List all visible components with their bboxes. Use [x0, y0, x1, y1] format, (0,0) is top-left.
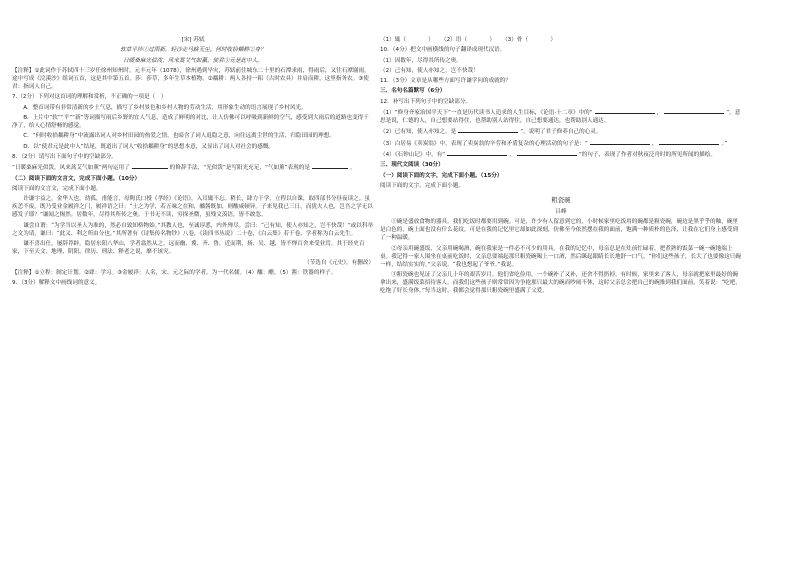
- poem-author: [宋] 苏轼: [181, 37, 205, 43]
- option-b: B．上片中“软”“平”“新”等词描写雨后乡野的宜人气息，造成了鲜明的对比，让人仿佛可以呼吸到新鲜的空气，感受到大雨后的道路也变得干净了，给人心情舒畅的感觉。: [12, 115, 369, 130]
- q10-item-2: （2）己有知，使人亦知之，岂不快哉！: [380, 67, 479, 74]
- answer-blank[interactable]: [132, 163, 168, 169]
- q9-item-2: （2）语（ ）: [441, 37, 495, 43]
- poem-line: 日暖桑麻光似泼，风来蒿艾气如薰。使君③元是此中人。: [123, 57, 263, 64]
- q12-text: ”，说明了君子修养自己的心灵。: [520, 129, 602, 136]
- classical-paragraph: 许谦字益之，金华人也。幼孤，甫能言，母陶氏口授《孝经》《论语》，入耳辄不忘。稍长，肆力于学，立程以自课，取四部书分昼夜读之。虽疾恙不废。既乃受业金履祥之门，履祥语之曰：“士之为学，若五味之在和，醯酱既加，则酸咸顿异。子来见我已三日，而犹夫人也，岂吾之学无以感发子耶？”谦闻之惕然。居数年，尽得其所传之奥。于书无不读，穷探圣微，虽残文羡语，皆不敢忽。: [12, 196, 373, 219]
- answer-blank[interactable]: [517, 150, 577, 156]
- answer-blank[interactable]: [664, 108, 724, 114]
- classical-paragraph: 谦尝自谓：“为学当以圣人为准的，然必自致知格物始。”其教人也，至诚谆悉，内外殚尽。尝曰：“己有知，使人亦知之，岂不快哉！”或以科举之文为请，谦曰：“此义、利之所由分也。”其所著有《诗集传名物钞》八卷，《读四书丛说》二十卷，《白云集》若干卷，学者称为白云先生。: [12, 222, 374, 237]
- section-sentences-heading: 三、名句名篇默写（6分）: [380, 88, 446, 95]
- q12-text: （2）已有知，使人亦知之。是: [380, 129, 457, 136]
- answer-blank[interactable]: [447, 150, 507, 156]
- essay-author: 吕峰: [555, 208, 567, 215]
- question-8-text-b: 的修辞手法，“光似泼”是写阳光充足，“气如薰”表现的是: [169, 165, 310, 172]
- q10-item-1: （1）因数年，尽得其所传之奥。: [380, 57, 462, 64]
- q12-text: （1）“修身齐家治国平天下”一直是历代读书人追求的人生目标，《论语·十二章》中的“: [380, 110, 593, 117]
- option-d: D．以“使君元是此中人”结尾，既道出了词人“收拾耦耕身”的思想本意，又显出了词人对社会的感慨。: [23, 143, 275, 150]
- q12-item-3: [380, 139, 742, 148]
- poem-notes: 【注释】①此词作于苏轼四十三岁任徐州知州时。元丰元年（1078），徐州遇到旱灾，苏轼前往城东二十里的石潭求雨，得雨后，又往石潭谢雨，途中写成《浣溪沙》组词五首，这是其中第五首。莎：莎草，多年生草本植物。②耦耕：两人各持一耜（古时农具）并肩而耕，这里指务农。③使君：指词人自己。: [12, 67, 370, 91]
- option-a: A．整首词带有非常清新的乡土气息，描写了乡村景色和乡村人物的劳动生活，用形象生动的语言展现了乡村风光。: [23, 104, 307, 111]
- left-column: [12, 36, 374, 510]
- question-11: 11．（3分）文章是从哪些方面写许谦学问的成就的？: [380, 78, 511, 85]
- q12-text: ”，意思是说，仁德的人，自己想要站得住，也帮助别人站得住，自己想要通达，也帮助别人通达。: [380, 110, 741, 125]
- question-8-text-a: “日暖桑麻光似泼，风来蒿艾气如薰”两句运用了: [12, 165, 130, 172]
- question-12: 12．补写出下列句子中的空缺部分。: [380, 98, 472, 105]
- option-c: C．“何时收拾耦耕身”中流露出词人对乡村田园的热爱之情，也暗含了词人退隐之意，向往远离尘世的生活，归隐田园的理想。: [23, 133, 335, 140]
- poem-line: 软草平莎①过雨新，轻沙走马路无尘。何时收拾耦耕②身？: [120, 47, 266, 54]
- answer-blank[interactable]: [595, 108, 655, 114]
- answer-blank[interactable]: [458, 127, 518, 133]
- question-9: 9．（3分）解释文中画线词的意义。: [12, 280, 101, 287]
- question-10: 10．（4分）把文中画横线的句子翻译成现代汉语。: [380, 47, 506, 54]
- classical-paragraph: 谦不喜出仕，屡辞荐辟。隐居东阳八华山，学者翕然从之。远而幽、冀、齐、鲁，近而荆、扬、吴、越，皆不惮百舍来受业焉。其于经史百家，下至天文、地理、阴阳、律历、刑法、释老之说，靡不该究。: [12, 241, 365, 256]
- question-9-items: [380, 36, 742, 44]
- classical-source: （节选自《元史》，有删改）: [304, 259, 374, 266]
- section-2-heading: （二）阅读下面的文言文，完成下面小题。（10分）: [12, 175, 141, 182]
- q12-text: （4）《石钟山记》中，有“: [380, 152, 446, 159]
- q12-item-2: [380, 127, 742, 136]
- q9-item-3: （3）骨（ ）: [502, 37, 556, 43]
- answer-blank[interactable]: [312, 163, 348, 169]
- essay-paragraph: ②母亲用碗盛饭，父亲用碗喝酒，碗在我家是一件必不可少的用具。在我的记忆中，母亲总是在灶前忙碌着，把煮熟的饭菜一碗一碗地端上桌。我记得一家人围坐在桌前吃饭时，父亲总要端起那只粗瓷碗喝上一口酒，然后眯起眼睛长长地舒一口气。“你们这些孩子，长大了也要像这只碗一样，结结实实的。”父亲说。“我也想起了爷爷。”我说。: [380, 245, 741, 268]
- section-3-heading: 三、现代文阅读（30分）: [380, 162, 444, 169]
- q12-text: ，: [651, 140, 658, 147]
- q12-text: ”的句子，表现了作者对秋夜泛舟时的所见所闻的描绘。: [578, 152, 716, 159]
- answer-blank[interactable]: [659, 139, 719, 145]
- question-8-text-c: 。: [349, 165, 356, 172]
- q12-item-4: [380, 150, 742, 159]
- essay-paragraph: ③粗瓷碗也见证了父亲几十年的艰苦岁月。他们省吃俭用，一个碗补了又补，还舍不得扔掉。有时候，家里来了客人，母亲就把家里最好的碗拿出来，盛满饭菜招待客人。而我们这些孩子则常常因为争抢那只最大的碗而吵闹不休，这时父亲总会把自己的碗推到我们面前，笑着说：“吃吧，吃饱了好长身体。”每当这时，我都会觉得那只粗瓷碗里盛满了父爱。: [380, 272, 741, 295]
- section-2-instruction: 阅读下面的文言文，完成下面小题。: [12, 185, 102, 192]
- question-8-body: [12, 163, 374, 172]
- q12-text: 。”: [721, 140, 728, 147]
- section-3-subheading: （一）阅读下面的文字，完成下面小题。（15分）: [380, 172, 503, 179]
- q12-text: ，: [509, 152, 515, 159]
- q12-item-1: （1）“修身齐家治国平天下”一直是历代读书人追求的人生目标，《论语·十二章》中的“ ， ”，意思是说，仁德的人，自己想要站得住，也帮助别人站得住，自己想要通达，也帮助别人通达。: [380, 110, 741, 125]
- right-column: [380, 36, 742, 510]
- question-8: 8．（2分）请写出下面句子中的空缺部分。: [12, 154, 118, 160]
- q9-item-1: （1）辄（ ）: [380, 37, 434, 43]
- answer-blank[interactable]: [590, 139, 650, 145]
- essay-title: 粗瓷碗: [551, 196, 571, 205]
- q12-text: （3）白居易《卖炭翁》中，表现了卖炭翁的辛劳和矛盾复杂的心理活动的句子是：“: [380, 140, 588, 147]
- classical-notes: 【注释】①立程：制定计划。②肆：学习。③金履祥：人名，宋、元之际的学者，为一代名儒。（4）醯：醋。（5）酱：铁器的样子。: [12, 269, 337, 276]
- essay-paragraph: ①碗是盛放食物的器具。我们吃饭时都要用到碗。可是，许少有人留意到它的，小时候家里吃饭用的碗都是粗瓷碗，碗边是黑乎乎的釉，碗里是白色的，碗上面也没有什么花纹。可是在我的记忆里它却如此深刻，仿佛至今依然摆在我的面前，饱满一种质朴的色泽，让我在它们身上感受到了一种温暖。: [380, 219, 739, 242]
- question-7: 7.（2分）下列对这首词的理解和赏析，不正确的一项是（ ）: [12, 94, 167, 101]
- section-3-instruction: 阅读下面的文字，完成下面小题。: [380, 182, 464, 189]
